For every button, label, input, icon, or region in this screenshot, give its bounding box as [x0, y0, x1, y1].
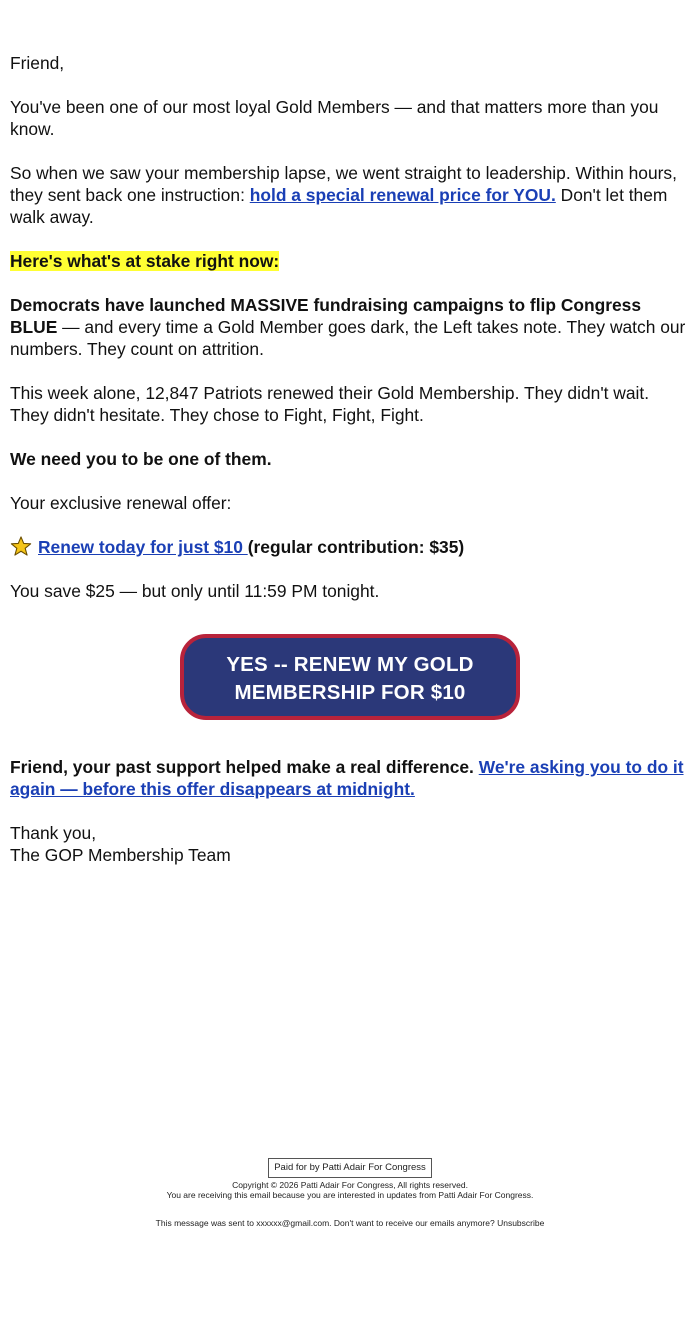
cta-container	[10, 634, 690, 720]
subscription-reason: You are receiving this email because you are interested in updates from Patti Adair For Congress.	[166, 1190, 534, 1200]
greeting: Friend,	[10, 53, 65, 73]
special-renewal-link[interactable]: hold a special renewal price for YOU.	[249, 185, 556, 205]
asking-again-link[interactable]: We're asking you to do it again — before this offer disappears at midnight.	[10, 757, 684, 799]
signature-block	[10, 822, 690, 866]
patriots-paragraph: This week alone, 12,847 Patriots renewed their Gold Membership. They didn't wait. They didn't hesitate. They chose to Fight, Fight, Fight.	[10, 383, 650, 425]
regular-contribution: (regular contribution: $35)	[247, 537, 465, 557]
democrats-paragraph	[10, 294, 690, 360]
savings-paragraph: You save $25 — but only until 11:59 PM tonight.	[10, 581, 380, 601]
email-body	[10, 52, 690, 866]
need-you-text: We need you to be one of them.	[10, 449, 272, 469]
offer-intro: Your exclusive renewal offer:	[10, 493, 232, 513]
lapse-text: So when we saw your membership lapse, we went straight to leadership. Within hours, they sent back one instruction:	[10, 163, 677, 205]
democrats-rest: — and every time a Gold Member goes dark, the Left takes note. They watch our numbers. They count on attrition.	[10, 317, 686, 359]
lapse-paragraph	[10, 162, 690, 228]
democrats-bold: Democrats have launched MASSIVE fundraising campaigns to flip Congress BLUE	[10, 295, 642, 337]
sent-to-unsubscribe[interactable]: This message was sent to xxxxxx@gmail.com. Don't want to receive our emails anymore? Unsubscribe	[155, 1218, 545, 1228]
stake-heading: Here's what's at stake right now:	[10, 251, 280, 271]
need-you-paragraph	[10, 448, 690, 470]
past-support-paragraph	[10, 756, 690, 800]
renew-gold-membership-button[interactable]: YES -- RENEW MY GOLD MEMBERSHIP FOR $10	[180, 634, 520, 720]
email-footer	[0, 1158, 700, 1228]
past-support-bold: Friend, your past support helped make a real difference.	[10, 757, 474, 777]
lapse-text-after: Don't let them walk away.	[10, 185, 668, 227]
intro-paragraph: You've been one of our most loyal Gold Members — and that matters more than you know.	[10, 97, 659, 139]
offer-line	[10, 536, 690, 558]
paid-for-disclaimer: Paid for by Patti Adair For Congress	[268, 1158, 432, 1178]
copyright-text: Copyright © 2026 Patti Adair For Congress, All rights reserved.	[232, 1180, 468, 1190]
renew-offer-link[interactable]: Renew today for just $10	[38, 537, 248, 557]
signoff: Thank you,	[10, 823, 97, 843]
star-icon	[10, 536, 32, 556]
signature: The GOP Membership Team	[10, 845, 231, 865]
stake-heading-paragraph	[10, 250, 690, 272]
